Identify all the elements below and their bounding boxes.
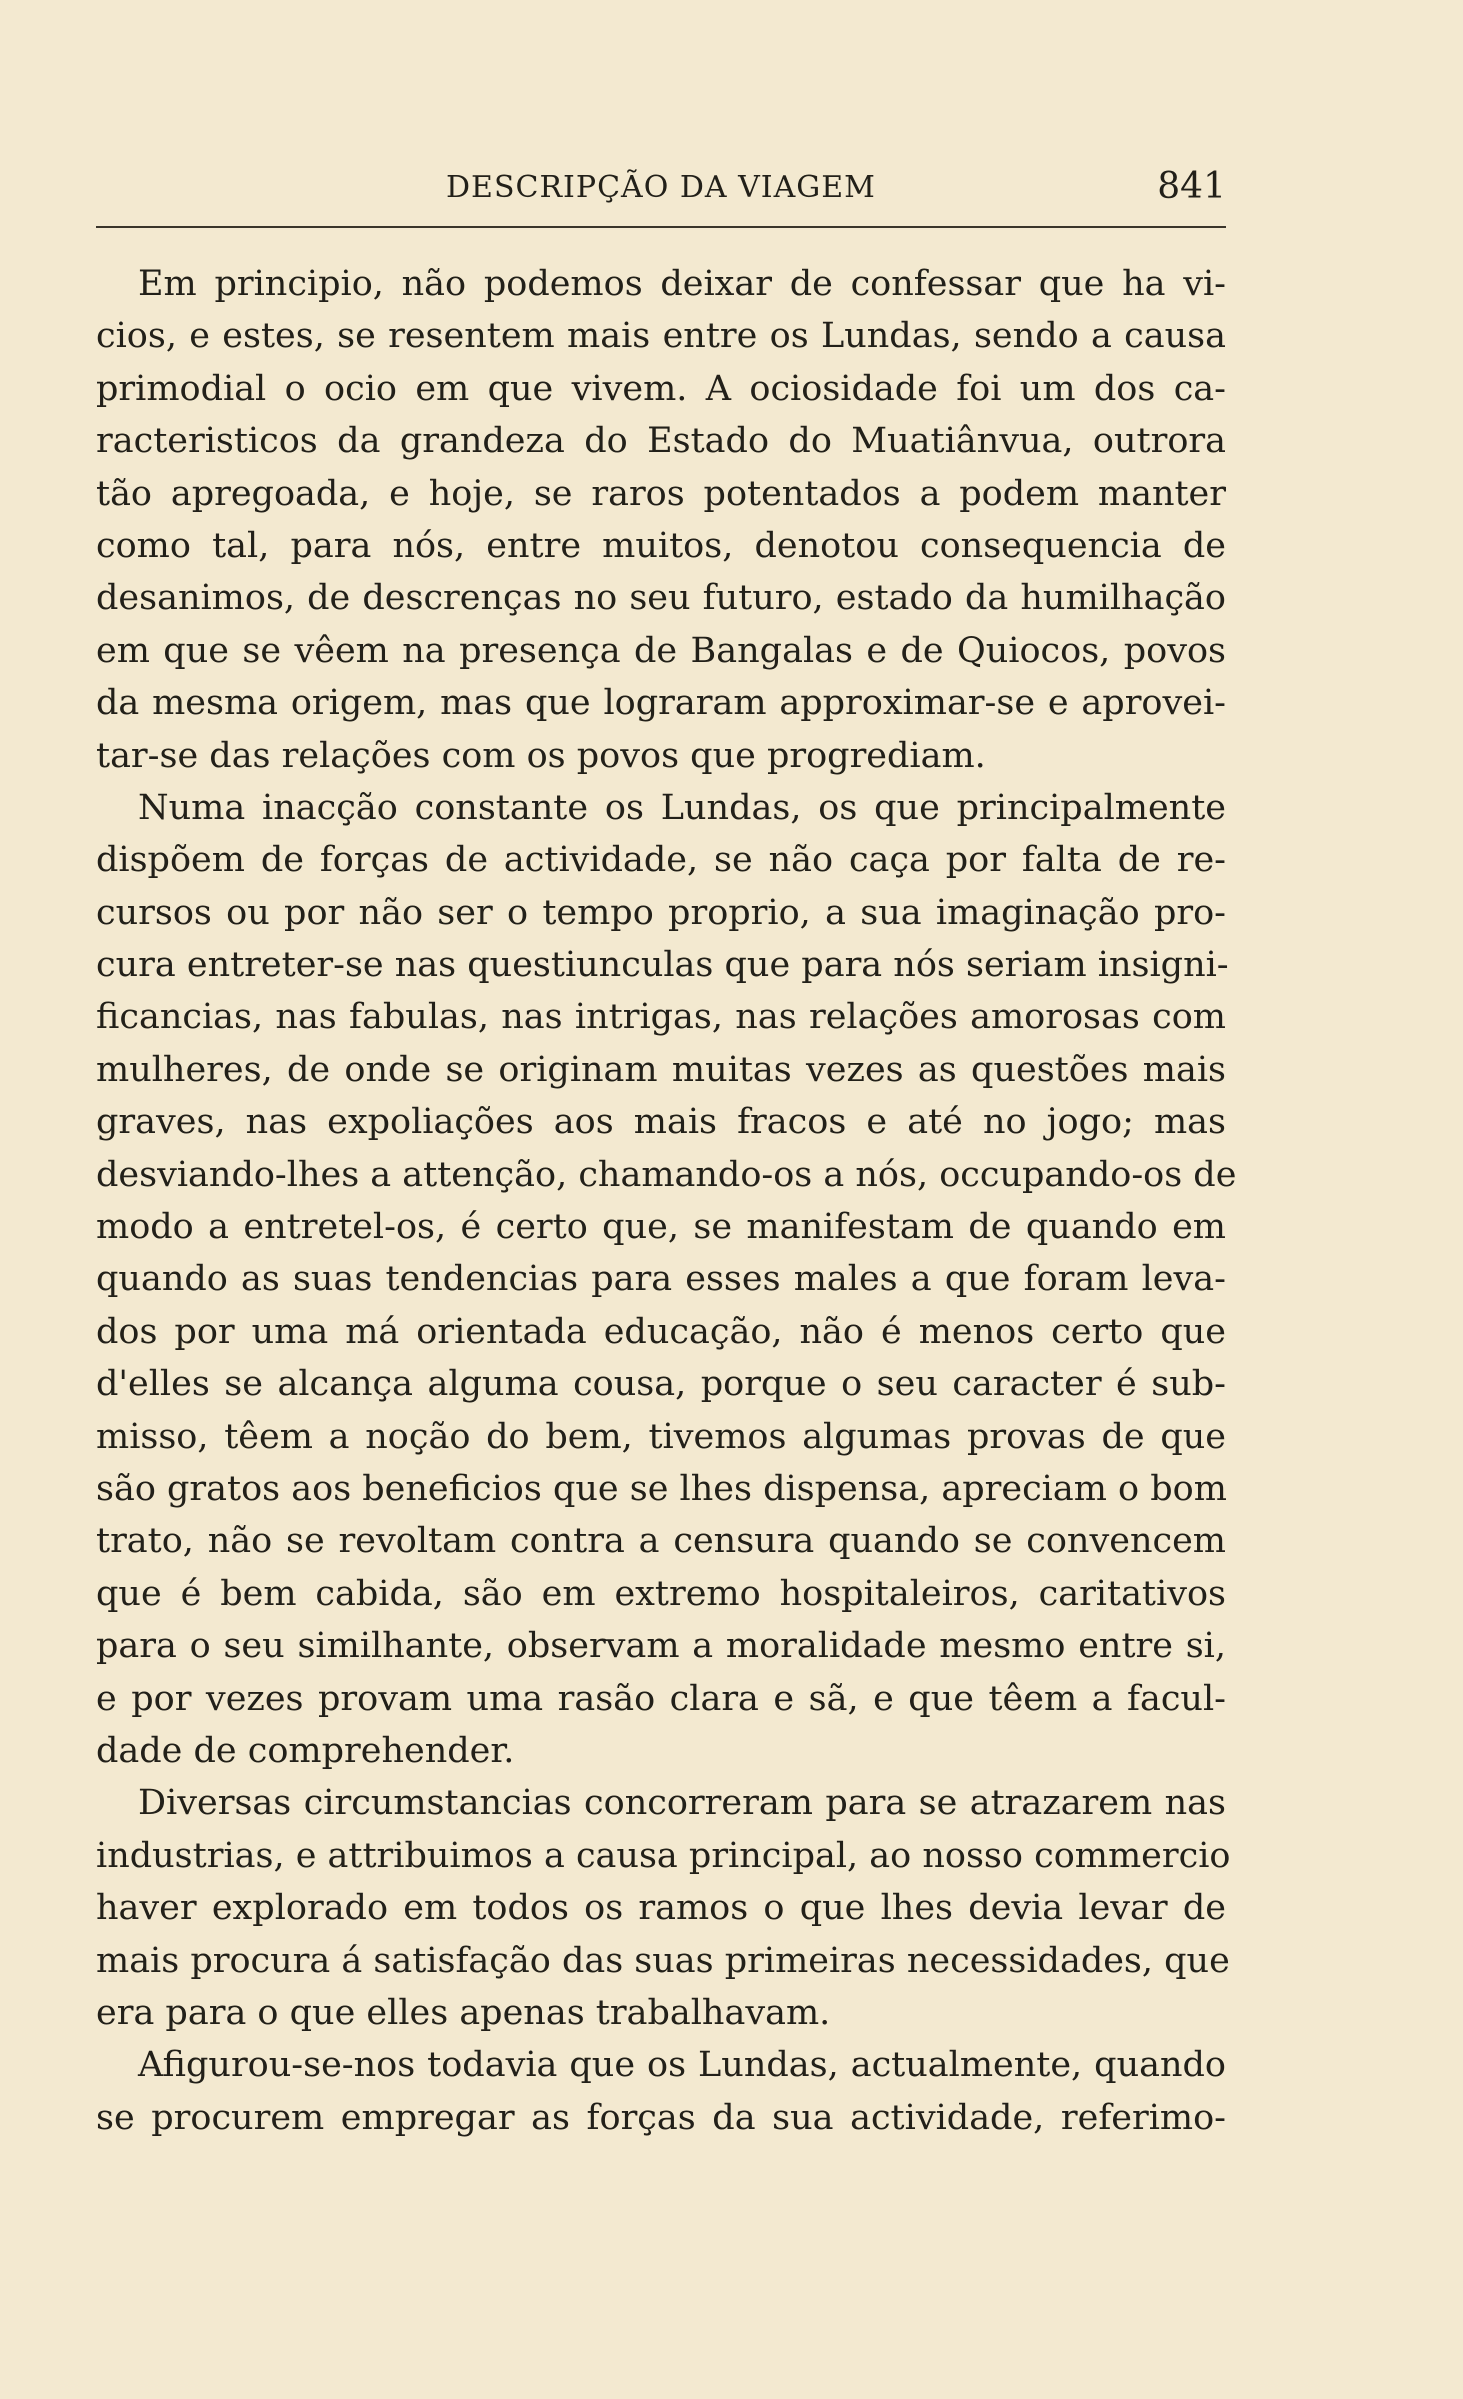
text-line: Numa inacção constante os Lundas, os que principalmente [138, 787, 1226, 828]
text-line: graves, nas expoliações aos mais fracos e até no jogo; mas [96, 1102, 1226, 1143]
text-line: era para o que elles apenas trabalhavam. [96, 1992, 831, 2033]
text-line: em que se vêem na presença de Bangalas e de Quiocos, povos [96, 630, 1226, 671]
running-title: DESCRIPÇÃO DA VIAGEM [446, 170, 876, 205]
text-line: cura entreter-se nas questiunculas que para nós seriam insigni- [96, 945, 1229, 986]
text-line: tar-se das relações com os povos que progrediam. [96, 735, 986, 776]
text-line: como tal, para nós, entre muitos, denotou consequencia de [96, 525, 1226, 566]
text-line: da mesma origem, mas que lograram approximar-se e aprovei- [96, 683, 1226, 724]
text-line: modo a entretel-os, é certo que, se manifestam de quando em [96, 1207, 1226, 1248]
text-line: se procurem empregar as forças da sua actividade, referimo- [96, 2097, 1226, 2138]
text-line: cios, e estes, se resentem mais entre os Lundas, sendo a causa [96, 316, 1226, 357]
text-line: ficancias, nas fabulas, nas intrigas, nas relações amorosas com [96, 997, 1226, 1038]
header-rule [96, 226, 1226, 228]
text-line: dispõem de forças de actividade, se não caça por falta de re- [96, 840, 1226, 881]
text-line: haver explorado em todos os ramos o que lhes devia levar de [96, 1888, 1226, 1929]
text-line: mulheres, de onde se originam muitas vezes as questões mais [96, 1049, 1226, 1090]
text-line: dos por uma má orientada educação, não é menos certo que [96, 1311, 1226, 1352]
text-line: são gratos aos beneficios que se lhes dispensa, apreciam o bom [96, 1468, 1227, 1509]
text-line: trato, não se revoltam contra a censura quando se convencem [96, 1521, 1226, 1562]
text-line: desanimos, de descrenças no seu futuro, estado da humilhação [96, 578, 1226, 619]
text-line: e por vezes provam uma rasão clara e sã, e que têem a facul- [96, 1678, 1226, 1719]
text-line: dade de comprehender. [96, 1730, 515, 1771]
paragraph-2 [96, 782, 1237, 1777]
text-line: desviando-lhes a attenção, chamando-os a nós, occupando-os de [96, 1154, 1237, 1195]
text-line: d'elles se alcança alguma cousa, porque o seu caracter é sub- [96, 1364, 1226, 1405]
text-line: Afigurou-se-nos todavia que os Lundas, actualmente, quando [138, 2045, 1226, 2086]
text-line: Em principio, não podemos deixar de confessar que ha vi- [138, 264, 1226, 304]
body-text [96, 258, 1237, 2144]
text-line: misso, têem a noção do bem, tivemos algumas provas de que [96, 1416, 1226, 1457]
text-line: primodial o ocio em que vivem. A ociosidade foi um dos ca- [96, 368, 1226, 409]
text-line: que é bem cabida, são em extremo hospitaleiros, caritativos [96, 1573, 1226, 1614]
page-number: 841 [1157, 166, 1226, 207]
text-line: quando as suas tendencias para esses males a que foram leva- [96, 1259, 1226, 1300]
paragraph-3 [96, 1777, 1231, 2039]
page-header [96, 160, 1226, 210]
text-line: industrias, e attribuimos a causa principal, ao nosso commercio [96, 1835, 1231, 1876]
paragraph-1 [96, 258, 1226, 782]
text-line: para o seu similhante, observam a moralidade mesmo entre si, [96, 1626, 1226, 1667]
text-line: tão apregoada, e hoje, se raros potentados a podem manter [96, 473, 1226, 514]
text-line: mais procura á satisfação das suas primeiras necessidades, que [96, 1940, 1230, 1981]
text-line: cursos ou por não ser o tempo proprio, a sua imaginação pro- [96, 892, 1226, 933]
text-line: Diversas circumstancias concorreram para se atrazarem nas [138, 1783, 1226, 1824]
text-line: racteristicos da grandeza do Estado do Muatiânvua, outrora [96, 421, 1226, 462]
paragraph-4 [96, 2039, 1226, 2144]
